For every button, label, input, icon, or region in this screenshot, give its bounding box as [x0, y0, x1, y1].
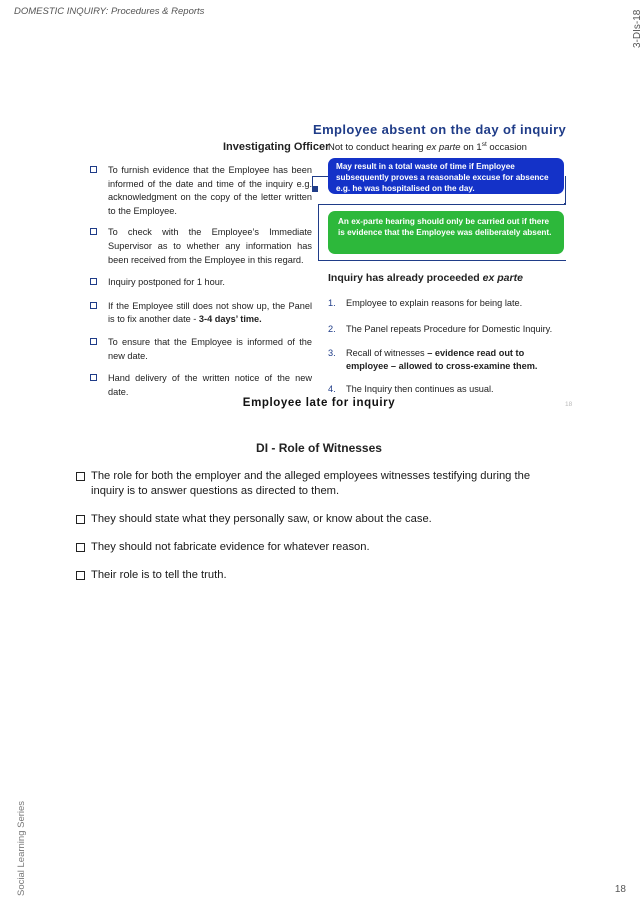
list-item-text: If the Employee still does not show up, the Panel is to fix another date - — [108, 300, 312, 325]
right-column-heading — [328, 141, 527, 153]
list-item-bold-text: – evidence read out to employee – allowed to cross-examine them. — [346, 348, 538, 371]
right-heading-sup: st — [481, 141, 487, 148]
list-number: 1. — [328, 298, 336, 308]
left-bullet-list — [90, 164, 312, 399]
callout-warning: May result in a total waste of time if Employee subsequently proves a reasonable excuse for absence e.g. he was hospitalised on the day. — [328, 158, 564, 194]
section-title: DI - Role of Witnesses — [256, 441, 382, 455]
callout-connector — [312, 176, 328, 177]
list-item — [76, 568, 556, 583]
list-item — [328, 347, 568, 372]
checkbox-bullet-icon — [76, 571, 85, 580]
list-item-text: The role for both the employer and the alleged employees witnesses testifying during the inquiry is to answer questions as directed to them. — [91, 470, 531, 497]
slide-caption: Employee late for inquiry — [242, 397, 396, 409]
side-document-code-text: 3-DIs-18 — [632, 9, 643, 48]
list-item — [90, 300, 312, 327]
list-item — [328, 297, 568, 310]
checkbox-bullet-icon — [76, 515, 85, 524]
checkbox-bullet-icon — [90, 338, 97, 345]
list-item — [76, 469, 556, 499]
list-item-text: The Inquiry then continues as usual. — [346, 384, 494, 394]
checkbox-bullet-icon — [90, 228, 97, 235]
right-heading-mid: on 1 — [460, 142, 482, 154]
callout-connector — [318, 260, 566, 261]
list-item-text: Recall of witnesses — [346, 348, 428, 358]
side-series-text: Social Learning Series — [16, 800, 27, 896]
side-document-code — [620, 8, 643, 52]
right-subheading — [328, 272, 523, 284]
list-item-text: They should not fabricate evidence for whatever reason. — [91, 541, 370, 553]
right-heading-suffix: occasion — [486, 142, 527, 154]
callout-connector — [318, 204, 566, 205]
list-item — [90, 226, 312, 267]
checkbox-bullet-icon — [90, 374, 97, 381]
list-number: 4. — [328, 384, 336, 394]
list-item — [328, 383, 568, 396]
list-item — [90, 336, 312, 363]
page-number: 18 — [614, 884, 626, 895]
checkbox-bullet-icon — [76, 543, 85, 552]
witness-role-list — [76, 469, 556, 583]
list-number: 3. — [328, 348, 336, 358]
slide-title: Employee absent on the day of inquiry — [313, 122, 567, 137]
list-item-text: Inquiry postponed for 1 hour. — [108, 277, 225, 288]
callout-note: An ex-parte hearing should only be carried out if there is evidence that the Employee was deliberately absent. — [328, 211, 564, 254]
right-subheading-italic: ex parte — [482, 272, 523, 284]
checkbox-bullet-icon — [90, 302, 97, 309]
list-item — [90, 164, 312, 218]
numbered-list — [328, 297, 568, 396]
callout-connector — [312, 186, 318, 192]
list-item-text: Employee to explain reasons for being late. — [346, 298, 523, 308]
right-heading-italic: ex parte — [426, 142, 461, 154]
list-item — [76, 540, 556, 555]
list-item-text: To ensure that the Employee is informed of the new date. — [108, 336, 312, 361]
list-item-text: Their role is to tell the truth. — [91, 569, 227, 581]
document-header-title: DOMESTIC INQUIRY: Procedures & Reports — [14, 6, 205, 17]
list-item-text: To check with the Employee’s Immediate Supervisor as to whether any information has been received from the Employee in this regard. — [108, 227, 312, 265]
callout-connector — [312, 176, 313, 186]
slide-tag: 18 — [565, 401, 573, 408]
list-item — [76, 512, 556, 527]
list-item — [90, 276, 312, 290]
list-item — [328, 323, 568, 336]
list-number: 2. — [328, 323, 336, 334]
list-item-text: To furnish evidence that the Employee has been informed of the date and time of the inquiry e.g. acknowledgment on the copy of the letter written to the Employee. — [108, 165, 312, 216]
callout-connector — [318, 204, 319, 260]
right-heading-prefix: Not to conduct hearing — [328, 142, 427, 154]
list-item-text: They should state what they personally saw, or know about the case. — [91, 513, 432, 525]
list-item-text: The Panel repeats Procedure for Domestic Inquiry. — [346, 323, 553, 334]
checkbox-bullet-icon — [90, 166, 97, 173]
list-item — [90, 372, 312, 399]
list-item-bold-text: 3-4 days’ time. — [198, 314, 262, 325]
list-item-text: Hand delivery of the written notice of the new date. — [108, 373, 312, 397]
callout-connector — [564, 176, 566, 204]
right-subheading-text: Inquiry has already proceeded — [328, 272, 483, 284]
checkbox-bullet-icon — [90, 278, 97, 285]
side-series-label — [4, 800, 27, 900]
left-column-heading: Investigating Officer — [223, 141, 330, 153]
checkbox-bullet-icon — [76, 472, 85, 481]
